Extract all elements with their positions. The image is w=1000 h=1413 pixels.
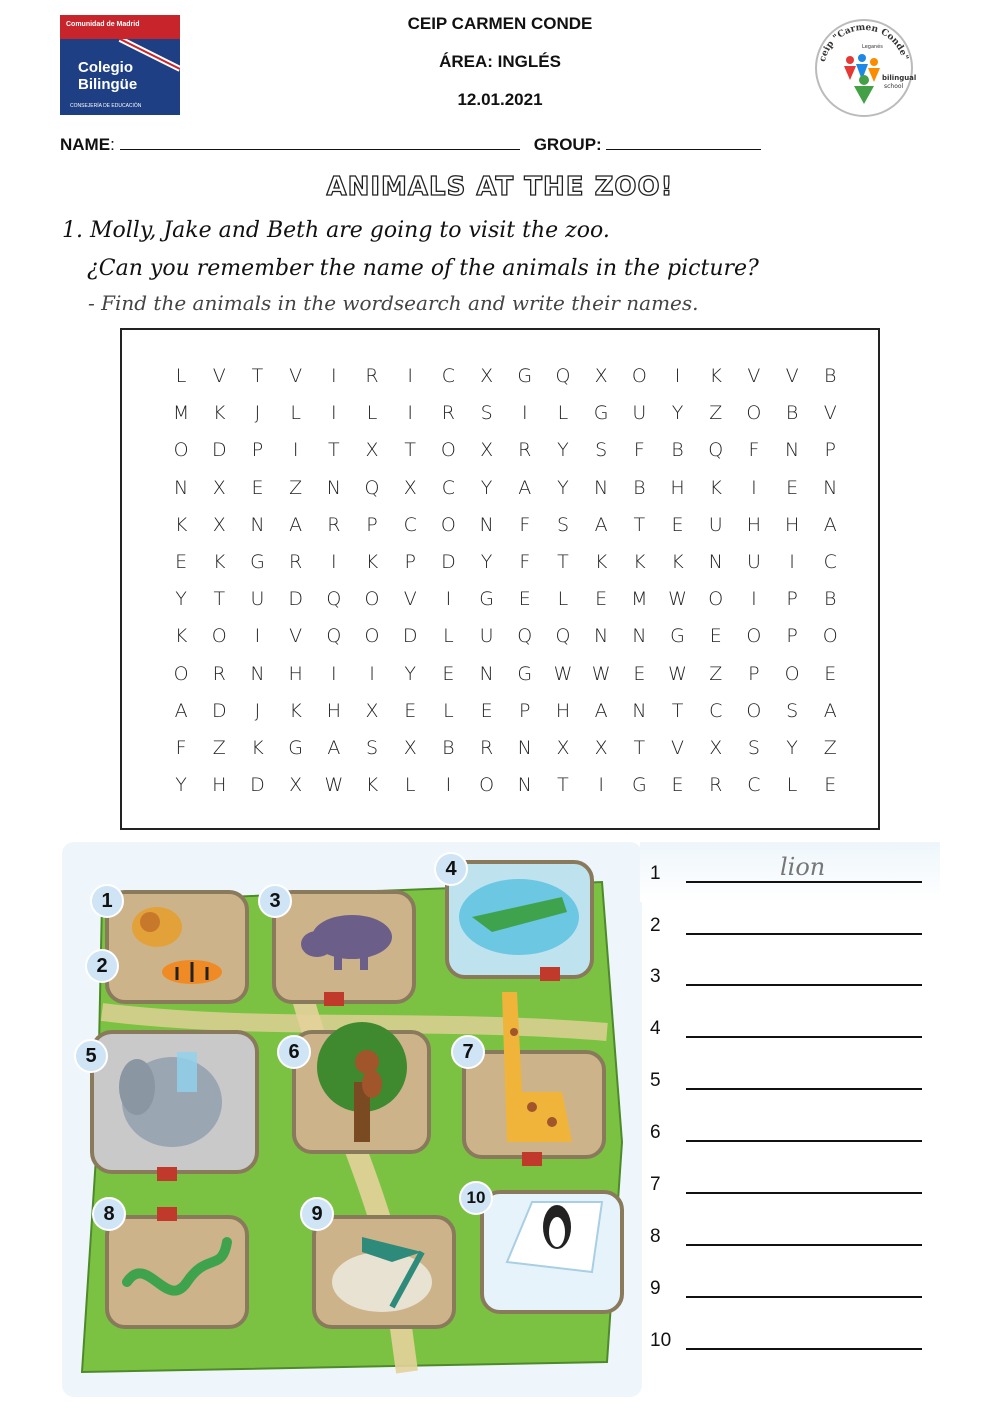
wordsearch-letter[interactable]: U bbox=[708, 513, 723, 536]
wordsearch-letter[interactable]: E bbox=[404, 699, 417, 722]
badge-1: 1 bbox=[90, 884, 124, 918]
wordsearch-letter[interactable]: E bbox=[824, 662, 837, 685]
wordsearch-letter[interactable]: I bbox=[674, 365, 681, 387]
wordsearch-letter[interactable]: N bbox=[594, 476, 609, 499]
logo-bilingual: bilingual bbox=[882, 74, 917, 82]
zoo-map-illustration bbox=[62, 842, 642, 1397]
wordsearch-letter[interactable]: D bbox=[211, 699, 227, 722]
wordsearch-letter[interactable]: T bbox=[671, 699, 684, 722]
wordsearch-letter[interactable]: R bbox=[709, 774, 723, 797]
wordsearch-letter[interactable]: D bbox=[288, 588, 303, 611]
wordsearch-letter[interactable]: I bbox=[407, 402, 414, 425]
wordsearch-letter[interactable]: Z bbox=[709, 402, 723, 425]
wordsearch-letter[interactable]: F bbox=[519, 550, 531, 573]
logo-arc-text: ceip "Carmen Conde" bbox=[817, 22, 910, 63]
carmen-conde-logo bbox=[810, 18, 918, 118]
wordsearch-letter[interactable]: D bbox=[250, 774, 265, 797]
badge-7: 7 bbox=[451, 1035, 485, 1069]
answer-row bbox=[650, 1208, 930, 1248]
wordsearch-letter[interactable]: A bbox=[594, 513, 608, 536]
wordsearch-letter[interactable]: R bbox=[441, 402, 455, 425]
wordsearch-letter[interactable]: O bbox=[364, 588, 380, 611]
name-field[interactable] bbox=[120, 134, 520, 150]
wordsearch-letter[interactable]: I bbox=[598, 774, 604, 797]
answer-line[interactable] bbox=[686, 1088, 922, 1090]
badge-2: 2 bbox=[85, 949, 119, 983]
enclosure-lion-tiger bbox=[107, 892, 247, 1002]
answer-row bbox=[650, 948, 930, 988]
monkey-icon bbox=[355, 1050, 379, 1074]
wordsearch-box bbox=[120, 328, 880, 830]
wordsearch-letter[interactable]: Q bbox=[326, 588, 342, 611]
wordsearch-letter[interactable]: R bbox=[212, 662, 226, 685]
answer-row bbox=[650, 1052, 930, 1092]
wordsearch-letter[interactable]: C bbox=[441, 365, 456, 387]
wordsearch-letter[interactable]: M bbox=[172, 402, 190, 425]
wordsearch-letter[interactable]: N bbox=[632, 699, 647, 722]
wordsearch-letter[interactable]: K bbox=[365, 550, 379, 573]
group-label: GROUP: bbox=[533, 135, 602, 154]
enclosure-lizard bbox=[314, 1217, 454, 1327]
wordsearch-letter[interactable]: V bbox=[289, 625, 303, 648]
logo-school: school bbox=[884, 83, 904, 90]
wordsearch-letter[interactable]: G bbox=[288, 736, 304, 759]
answer-row bbox=[650, 1260, 930, 1300]
wordsearch-letter[interactable]: A bbox=[518, 476, 532, 499]
wordsearch-letter[interactable]: V bbox=[289, 365, 303, 387]
logo-city: Leganés bbox=[862, 44, 883, 50]
wordsearch-letter[interactable]: N bbox=[479, 662, 494, 685]
answer-line[interactable] bbox=[686, 1348, 922, 1350]
enclosure-snake bbox=[107, 1207, 247, 1327]
wordsearch-letter[interactable]: O bbox=[211, 625, 227, 648]
wordsearch-letter[interactable]: I bbox=[445, 588, 452, 611]
answer-row bbox=[650, 897, 930, 937]
wordsearch-letter[interactable]: G bbox=[517, 662, 533, 685]
wordsearch-letter[interactable]: L bbox=[786, 774, 798, 797]
wordsearch-letter[interactable]: X bbox=[594, 736, 608, 759]
wordsearch-letter[interactable]: O bbox=[173, 662, 189, 685]
wordsearch-letter[interactable]: C bbox=[823, 550, 837, 573]
wordsearch-letter[interactable]: V bbox=[823, 402, 837, 425]
subject-area: ÁREA: INGLÉS bbox=[439, 52, 561, 71]
wordsearch-letter[interactable]: O bbox=[631, 365, 647, 387]
wordsearch-letter[interactable]: P bbox=[786, 625, 798, 648]
logo-region-text: Comunidad de Madrid bbox=[66, 21, 140, 28]
answer-row bbox=[650, 1156, 930, 1196]
wordsearch-letter[interactable]: N bbox=[326, 476, 341, 499]
wordsearch-letter[interactable]: Q bbox=[326, 625, 342, 648]
worksheet-title: ANIMALS AT THE ZOO! bbox=[326, 172, 674, 202]
wordsearch-letter[interactable]: E bbox=[175, 550, 188, 573]
wordsearch-letter[interactable]: N bbox=[823, 476, 838, 499]
wordsearch-letter[interactable]: Q bbox=[364, 476, 380, 499]
badge-8: 8 bbox=[92, 1197, 126, 1231]
wordsearch-letter[interactable]: B bbox=[442, 736, 455, 759]
answer-number: 10 bbox=[650, 1330, 672, 1351]
wordsearch-letter[interactable]: N bbox=[594, 625, 609, 648]
wordsearch-letter[interactable]: X bbox=[709, 736, 723, 759]
wordsearch-letter[interactable]: N bbox=[708, 550, 723, 573]
wordsearch-letter[interactable]: X bbox=[594, 365, 608, 387]
wordsearch-letter[interactable]: L bbox=[290, 402, 301, 425]
wordsearch-letter[interactable]: V bbox=[403, 588, 417, 611]
badge-9: 9 bbox=[300, 1197, 334, 1231]
wordsearch-letter[interactable]: Z bbox=[823, 736, 837, 759]
wordsearch-letter[interactable]: X bbox=[480, 365, 494, 387]
wordsearch-letter[interactable]: Y bbox=[671, 402, 684, 425]
wordsearch-letter[interactable]: Y bbox=[175, 588, 187, 611]
wordsearch-letter[interactable]: T bbox=[633, 513, 646, 536]
wordsearch-letter[interactable]: T bbox=[557, 774, 569, 797]
wordsearch-letter[interactable]: T bbox=[251, 365, 264, 387]
wordsearch-letter[interactable]: M bbox=[631, 588, 648, 611]
wordsearch-letter[interactable]: E bbox=[442, 662, 455, 685]
badge-5: 5 bbox=[74, 1039, 108, 1073]
wordsearch-letter[interactable]: F bbox=[633, 439, 645, 462]
wordsearch-letter[interactable]: X bbox=[480, 439, 494, 462]
wordsearch-letter[interactable]: N bbox=[250, 662, 265, 685]
wordsearch-letter[interactable]: U bbox=[250, 588, 265, 611]
wordsearch-letter[interactable]: N bbox=[173, 476, 189, 499]
instruction-1: 1. Molly, Jake and Beth are going to visit the zoo. bbox=[62, 218, 610, 243]
wordsearch-letter[interactable]: H bbox=[555, 699, 571, 722]
wordsearch-letter[interactable]: F bbox=[748, 439, 760, 462]
wordsearch-letter[interactable]: P bbox=[786, 588, 798, 611]
enclosure-hippo bbox=[274, 892, 414, 1006]
wordsearch-letter[interactable]: I bbox=[292, 439, 299, 462]
wordsearch-letter[interactable]: I bbox=[331, 662, 337, 685]
wordsearch-letter[interactable]: B bbox=[824, 365, 837, 387]
wordsearch-letter[interactable]: O bbox=[746, 402, 762, 425]
wordsearch-letter[interactable]: O bbox=[364, 625, 380, 648]
wordsearch-letter[interactable]: K bbox=[594, 550, 608, 573]
name-label: NAME bbox=[60, 135, 111, 154]
answer-number: 9 bbox=[650, 1278, 661, 1299]
wordsearch-letter[interactable]: O bbox=[440, 513, 456, 536]
wordsearch-letter[interactable]: K bbox=[174, 625, 188, 648]
wordsearch-letter[interactable]: T bbox=[557, 550, 569, 573]
wordsearch-letter[interactable]: E bbox=[671, 513, 684, 536]
wordsearch-letter[interactable]: T bbox=[404, 439, 417, 462]
wordsearch-letter[interactable]: G bbox=[517, 365, 533, 387]
wordsearch-letter[interactable]: I bbox=[751, 588, 757, 611]
wordsearch-letter[interactable]: I bbox=[521, 402, 528, 425]
answer-line[interactable] bbox=[686, 1296, 922, 1298]
wordsearch-letter[interactable]: X bbox=[365, 439, 379, 462]
wordsearch-letter[interactable]: P bbox=[748, 662, 760, 685]
badge-10: 10 bbox=[459, 1181, 493, 1215]
wordsearch-letter[interactable]: W bbox=[553, 662, 573, 685]
enclosure-penguin bbox=[482, 1192, 622, 1312]
wordsearch-letter[interactable]: Q bbox=[555, 365, 571, 387]
answer-number: 3 bbox=[650, 966, 661, 987]
logo-sub-text: CONSEJERÍA DE EDUCACIÓN bbox=[70, 103, 142, 109]
wordsearch-letter[interactable]: A bbox=[823, 513, 837, 536]
wordsearch-letter[interactable]: B bbox=[633, 476, 646, 499]
wordsearch-letter[interactable]: G bbox=[631, 774, 647, 797]
wordsearch-letter[interactable]: Y bbox=[480, 476, 493, 499]
wordsearch-letter[interactable]: N bbox=[632, 625, 647, 648]
wordsearch-letter[interactable]: I bbox=[789, 550, 795, 573]
wordsearch-letter[interactable]: E bbox=[786, 476, 799, 499]
wordsearch-letter[interactable]: D bbox=[402, 625, 418, 648]
wordsearch-letter[interactable]: T bbox=[328, 439, 340, 462]
wordsearch-letter[interactable]: P bbox=[251, 439, 264, 462]
wordsearch-letter[interactable]: H bbox=[784, 513, 800, 536]
wordsearch-letter[interactable]: L bbox=[443, 699, 454, 722]
wordsearch-letter[interactable]: N bbox=[517, 774, 532, 797]
school-name: CEIP CARMEN CONDE bbox=[407, 14, 593, 33]
answer-line[interactable] bbox=[686, 1036, 922, 1038]
wordsearch-letter[interactable]: O bbox=[822, 625, 838, 648]
wordsearch-letter[interactable]: L bbox=[443, 625, 454, 648]
instruction-3: - Find the animals in the wordsearch and write their names. bbox=[88, 291, 699, 315]
wordsearch-letter[interactable]: W bbox=[324, 774, 344, 797]
wordsearch-letter[interactable]: L bbox=[366, 402, 378, 425]
wordsearch-letter[interactable]: V bbox=[747, 365, 761, 387]
answer-row bbox=[650, 1104, 930, 1144]
wordsearch-letter[interactable]: K bbox=[633, 550, 646, 573]
wordsearch-letter[interactable]: O bbox=[746, 625, 762, 648]
wordsearch-letter[interactable]: Y bbox=[404, 662, 417, 685]
answer-line[interactable] bbox=[686, 984, 922, 986]
wordsearch-letter[interactable]: Y bbox=[786, 736, 798, 759]
wordsearch-letter[interactable]: X bbox=[556, 736, 570, 759]
wordsearch-letter[interactable]: W bbox=[591, 662, 611, 685]
wordsearch-letter[interactable]: E bbox=[824, 774, 837, 797]
answer-number: 4 bbox=[650, 1018, 661, 1039]
wordsearch-letter[interactable]: E bbox=[671, 774, 684, 797]
wordsearch-letter[interactable]: K bbox=[213, 550, 226, 573]
wordsearch-letter[interactable]: O bbox=[173, 439, 189, 462]
wordsearch-letter[interactable]: U bbox=[479, 625, 494, 648]
answer-number: 5 bbox=[650, 1070, 661, 1091]
enclosure-elephant bbox=[92, 1032, 257, 1181]
wordsearch-letter[interactable]: Y bbox=[480, 550, 493, 573]
wordsearch-letter[interactable]: C bbox=[403, 513, 417, 536]
wordsearch-letter[interactable]: A bbox=[594, 699, 608, 722]
wordsearch-letter[interactable]: S bbox=[786, 699, 799, 722]
answer-row bbox=[650, 1000, 930, 1040]
wordsearch-letter[interactable]: K bbox=[213, 402, 226, 425]
wordsearch-letter[interactable]: Z bbox=[212, 736, 226, 759]
wordsearch-letter[interactable]: E bbox=[480, 699, 493, 722]
wordsearch-letter[interactable]: C bbox=[709, 699, 723, 722]
wordsearch-letter[interactable]: G bbox=[479, 588, 494, 611]
wordsearch-letter[interactable]: T bbox=[633, 736, 646, 759]
wordsearch-letter[interactable]: U bbox=[746, 550, 761, 573]
wordsearch-letter[interactable]: E bbox=[518, 588, 531, 611]
logo-name: Colegio Bilingüe bbox=[78, 59, 138, 93]
wordsearch-letter[interactable]: S bbox=[480, 402, 493, 425]
wordsearch-letter[interactable]: R bbox=[289, 550, 303, 573]
wordsearch-letter[interactable]: R bbox=[518, 439, 532, 462]
wordsearch-letter[interactable]: E bbox=[633, 662, 646, 685]
wordsearch-letter[interactable]: P bbox=[404, 550, 416, 573]
answer-number: 7 bbox=[650, 1174, 661, 1195]
wordsearch-letter[interactable]: O bbox=[746, 699, 762, 722]
enclosure-monkey bbox=[294, 1022, 429, 1152]
wordsearch-letter[interactable]: K bbox=[671, 550, 684, 573]
wordsearch-letter[interactable]: R bbox=[365, 365, 379, 387]
wordsearch-letter[interactable]: R bbox=[327, 513, 341, 536]
wordsearch-letter[interactable]: P bbox=[519, 699, 531, 722]
wordsearch-letter[interactable]: E bbox=[709, 625, 722, 648]
wordsearch-letter[interactable]: S bbox=[556, 513, 569, 536]
answer-number: 8 bbox=[650, 1226, 661, 1247]
wordsearch-letter[interactable]: I bbox=[369, 662, 375, 685]
wordsearch-letter[interactable]: J bbox=[254, 402, 261, 425]
wordsearch-letter[interactable]: V bbox=[212, 365, 226, 387]
wordsearch-letter[interactable]: X bbox=[212, 476, 226, 499]
wordsearch-letter[interactable]: J bbox=[254, 699, 261, 722]
worksheet-date: 12.01.2021 bbox=[457, 90, 543, 109]
wordsearch-grid bbox=[162, 358, 849, 804]
wordsearch-letter[interactable]: Y bbox=[175, 774, 187, 797]
wordsearch-letter[interactable]: K bbox=[251, 736, 264, 759]
wordsearch-letter[interactable]: Q bbox=[555, 625, 571, 648]
enclosure-crocodile bbox=[447, 862, 592, 981]
answer-line[interactable] bbox=[686, 881, 922, 883]
group-field[interactable] bbox=[606, 134, 761, 150]
wordsearch-letter[interactable]: X bbox=[403, 476, 417, 499]
wordsearch-letter[interactable]: E bbox=[595, 588, 608, 611]
wordsearch-letter[interactable]: I bbox=[331, 365, 337, 387]
wordsearch-letter[interactable]: O bbox=[708, 588, 724, 611]
answer-number: 2 bbox=[650, 915, 661, 936]
wordsearch-letter[interactable]: S bbox=[366, 736, 379, 759]
wordsearch-letter[interactable]: X bbox=[365, 699, 379, 722]
wordsearch-letter[interactable]: D bbox=[211, 439, 227, 462]
wordsearch-letter[interactable]: R bbox=[479, 736, 494, 759]
wordsearch-letter[interactable]: T bbox=[213, 588, 226, 611]
wordsearch-letter[interactable]: N bbox=[517, 736, 532, 759]
name-group-line bbox=[60, 134, 761, 155]
wordsearch-letter[interactable]: K bbox=[709, 365, 722, 387]
wordsearch-letter[interactable]: H bbox=[288, 662, 303, 685]
answer-line[interactable] bbox=[686, 1244, 922, 1246]
wordsearch-letter[interactable]: N bbox=[250, 513, 265, 536]
wordsearch-letter[interactable]: Z bbox=[709, 662, 723, 685]
wordsearch-letter[interactable]: L bbox=[175, 365, 187, 387]
badge-3: 3 bbox=[258, 884, 292, 918]
wordsearch-letter[interactable]: F bbox=[175, 736, 187, 759]
wordsearch-letter[interactable]: S bbox=[747, 736, 760, 759]
wordsearch-letter[interactable]: V bbox=[671, 736, 685, 759]
wordsearch-letter[interactable]: K bbox=[289, 699, 302, 722]
wordsearch-letter[interactable]: I bbox=[445, 774, 452, 797]
wordsearch-letter[interactable]: F bbox=[519, 513, 531, 536]
wordsearch-letter[interactable]: C bbox=[441, 476, 456, 499]
wordsearch-letter[interactable]: B bbox=[785, 402, 799, 425]
name-colon: : bbox=[110, 135, 115, 154]
wordsearch-letter[interactable]: A bbox=[823, 699, 837, 722]
wordsearch-letter[interactable]: N bbox=[479, 513, 494, 536]
wordsearch-letter[interactable]: U bbox=[632, 402, 647, 425]
wordsearch-letter[interactable]: Y bbox=[557, 476, 569, 499]
wordsearch-letter[interactable]: H bbox=[326, 699, 341, 722]
wordsearch-letter[interactable]: B bbox=[671, 439, 684, 462]
wordsearch-letter[interactable]: Y bbox=[557, 439, 569, 462]
wordsearch-letter[interactable]: A bbox=[174, 699, 188, 722]
wordsearch-letter[interactable]: H bbox=[212, 774, 227, 797]
wordsearch-letter[interactable]: K bbox=[365, 774, 379, 797]
wordsearch-letter[interactable]: G bbox=[670, 625, 685, 648]
wordsearch-letter[interactable]: I bbox=[407, 365, 414, 387]
wordsearch-letter[interactable]: X bbox=[289, 774, 303, 797]
wordsearch-letter[interactable]: Q bbox=[517, 625, 533, 648]
wordsearch-letter[interactable]: C bbox=[747, 774, 761, 797]
wordsearch-letter[interactable]: N bbox=[784, 439, 800, 462]
answer-line[interactable] bbox=[686, 1192, 922, 1194]
wordsearch-letter[interactable]: G bbox=[593, 402, 609, 425]
wordsearch-letter[interactable]: L bbox=[404, 774, 416, 797]
wordsearch-letter[interactable]: B bbox=[824, 588, 837, 611]
wordsearch-letter[interactable]: O bbox=[479, 774, 495, 797]
wordsearch-letter[interactable]: L bbox=[557, 588, 569, 611]
badge-6: 6 bbox=[277, 1035, 311, 1069]
wordsearch-letter[interactable]: I bbox=[331, 550, 337, 573]
answer-row bbox=[650, 1312, 930, 1352]
wordsearch-letter[interactable]: O bbox=[784, 662, 800, 685]
wordsearch-letter[interactable]: H bbox=[746, 513, 762, 536]
wordsearch-letter[interactable]: I bbox=[254, 625, 261, 648]
wordsearch-letter[interactable]: Q bbox=[708, 439, 724, 462]
wordsearch-letter[interactable]: I bbox=[331, 402, 337, 425]
wordsearch-letter[interactable]: P bbox=[824, 439, 837, 462]
answer-number: 1 bbox=[650, 863, 661, 884]
wordsearch-letter[interactable]: G bbox=[250, 550, 265, 573]
wordsearch-letter[interactable]: O bbox=[440, 439, 456, 462]
wordsearch-letter[interactable]: D bbox=[441, 550, 456, 573]
wordsearch-letter[interactable]: W bbox=[668, 588, 687, 611]
wordsearch-letter[interactable]: X bbox=[212, 513, 226, 536]
wordsearch-letter[interactable]: L bbox=[557, 402, 569, 425]
wordsearch-letter[interactable]: A bbox=[327, 736, 341, 759]
answer-row bbox=[650, 845, 930, 885]
wordsearch-letter[interactable]: K bbox=[709, 476, 722, 499]
wordsearch-letter[interactable]: A bbox=[289, 513, 303, 536]
wordsearch-letter[interactable]: H bbox=[670, 476, 685, 499]
answer-text[interactable]: lion bbox=[780, 853, 826, 881]
wordsearch-letter[interactable]: I bbox=[751, 476, 757, 499]
wordsearch-letter[interactable]: S bbox=[595, 439, 608, 462]
wordsearch-letter[interactable]: K bbox=[174, 513, 188, 536]
wordsearch-letter[interactable]: Z bbox=[289, 476, 303, 499]
answer-line[interactable] bbox=[686, 1140, 922, 1142]
badge-4: 4 bbox=[434, 852, 468, 886]
wordsearch-letter[interactable]: V bbox=[785, 365, 799, 387]
wordsearch-letter[interactable]: E bbox=[251, 476, 264, 499]
instruction-2: ¿Can you remember the name of the animals in the picture? bbox=[87, 256, 759, 281]
wordsearch-letter[interactable]: W bbox=[668, 662, 687, 685]
answer-line[interactable] bbox=[686, 933, 922, 935]
wordsearch-letter[interactable]: X bbox=[403, 736, 417, 759]
wordsearch-letter[interactable]: P bbox=[366, 513, 378, 536]
answer-number: 6 bbox=[650, 1122, 661, 1143]
